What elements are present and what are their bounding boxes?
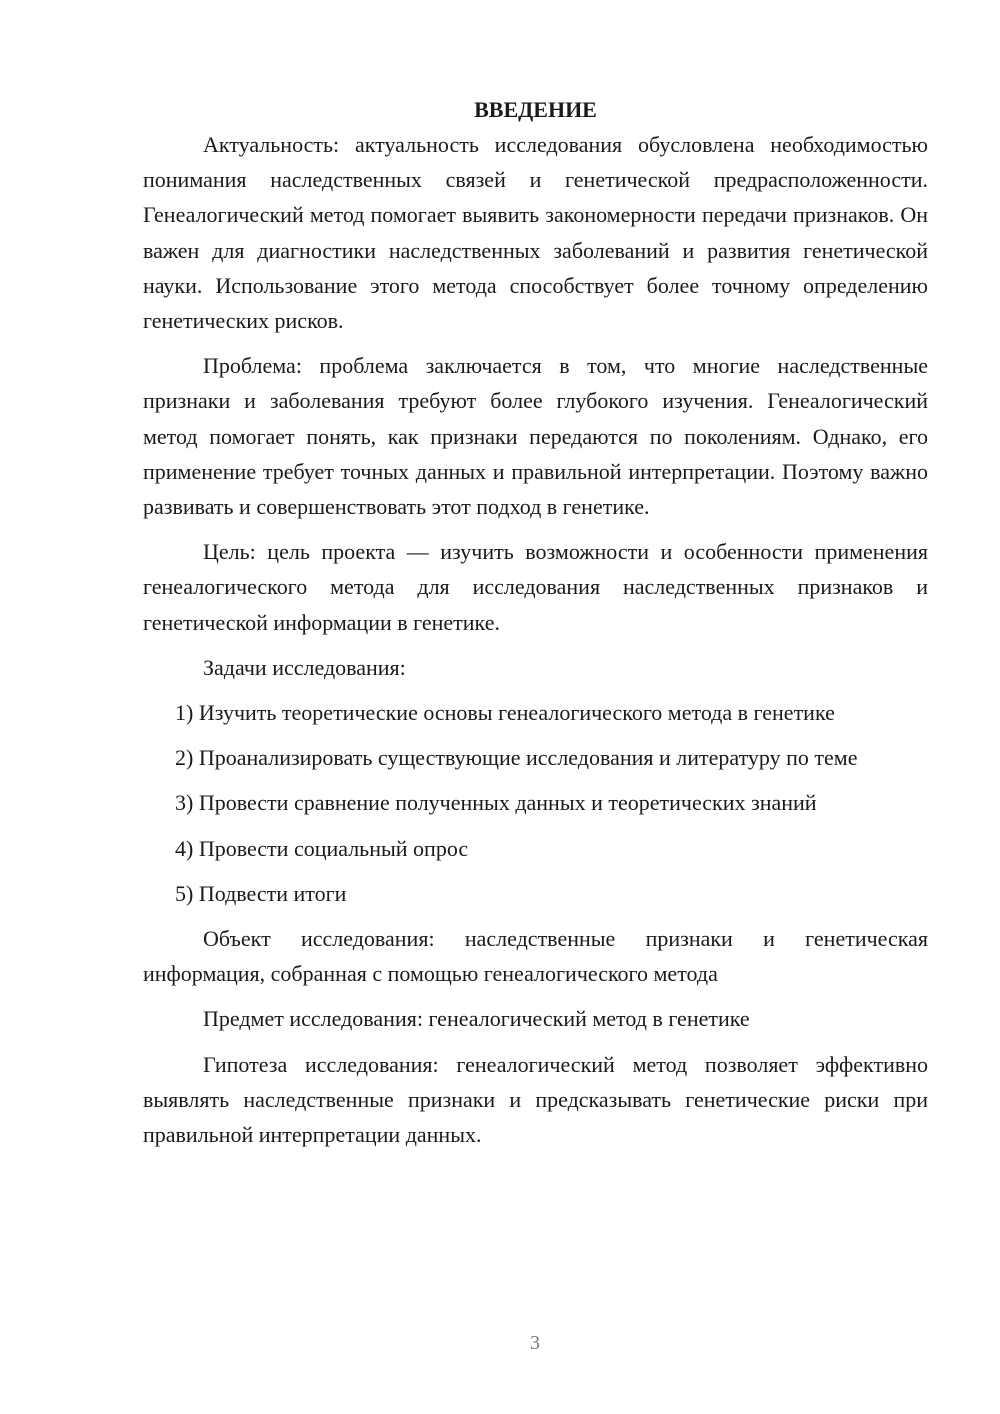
task-item: 1) Изучить теоретические основы генеалогического метода в генетике — [175, 700, 835, 726]
task-item: 4) Провести социальный опрос — [175, 835, 469, 861]
document-page — [143, 92, 928, 1162]
task-item: 2) Проанализировать существующие исследования и литературу по теме — [175, 745, 858, 771]
page-number: 3 — [530, 1332, 540, 1354]
task-item: 5) Подвести итоги — [175, 880, 347, 906]
object-paragraph: Объект исследования: наследственные признаки и генетическая информация, собранная с помощью генеалогического метода — [143, 926, 928, 987]
page-title: ВВЕДЕНИЕ — [474, 97, 597, 122]
task-item: 3) Провести сравнение полученных данных и теоретических знаний — [175, 790, 817, 816]
tasks-heading: Задачи исследования: — [203, 654, 406, 680]
hypothesis-paragraph: Гипотеза исследования: генеалогический метод позволяет эффективно выявлять наследственные признаки и предсказывать генетические риски при правильной интерпретации данных. — [143, 1051, 928, 1148]
subject-paragraph: Предмет исследования: генеалогический метод в генетике — [203, 1006, 750, 1032]
relevance-paragraph: Актуальность: актуальность исследования обусловлена необходимостью понимания наследственных связей и генетической предрасположенности. Генеалогический метод помогает выявить закономерности передачи признаков. Он важен для диагностики наследственных заболеваний и развития генетической науки. Использование этого метода способствует более точному определению генетических рисков. — [143, 132, 928, 334]
goal-paragraph: Цель: цель проекта — изучить возможности и особенности применения генеалогического метода для исследования наследственных признаков и генетической информации в генетике. — [143, 539, 928, 635]
problem-paragraph: Проблема: проблема заключается в том, что многие наследственные признаки и заболевания требуют более глубокого изучения. Генеалогический метод помогает понять, как признаки передаются по поколениям. Однако, его применение требует точных данных и правильной интерпретации. Поэтому важно развивать и совершенствовать этот подход в генетике. — [143, 353, 928, 520]
